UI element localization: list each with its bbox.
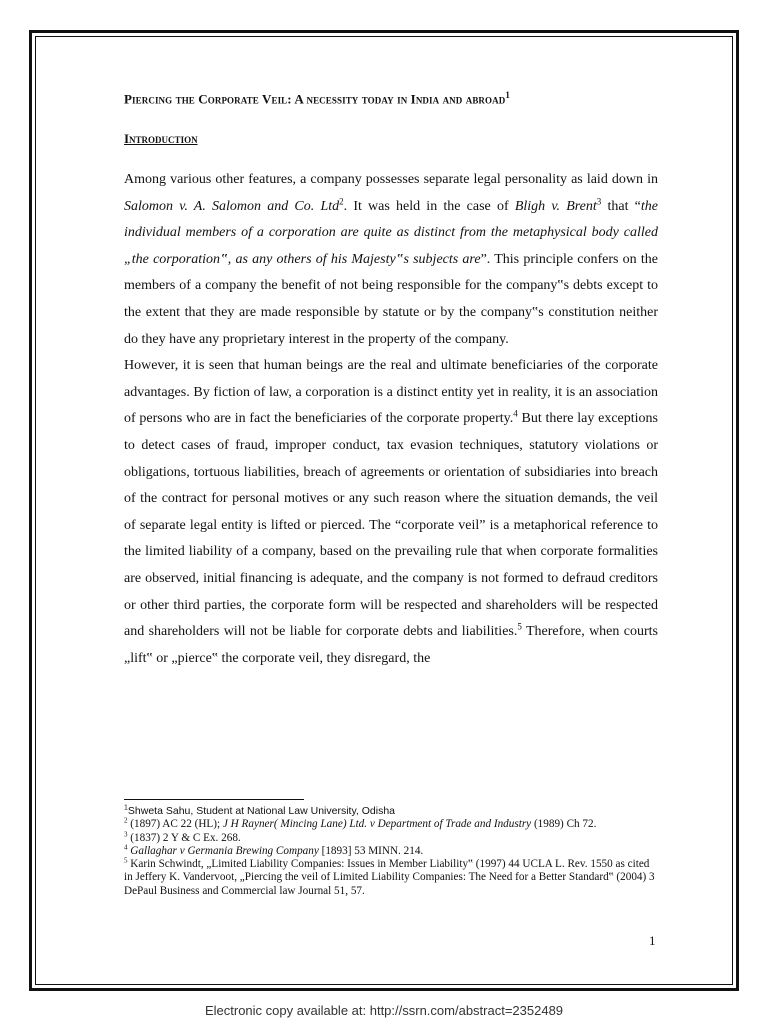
p1-text-1: Among various other features, a company possesses separate legal personality as laid down in — [124, 172, 658, 187]
footnotes — [124, 805, 658, 898]
footnote-2 — [124, 818, 658, 831]
footnote-2-case: J H Rayner( Mincing Lane) Ltd. v Department of Trade and Industry — [222, 818, 532, 831]
footnote-ref-3[interactable]: 3 — [596, 195, 602, 206]
case-bligh: Bligh v. Brent — [514, 198, 597, 214]
footnote-2-number: 2 — [124, 816, 128, 825]
p1-text-4: ”. This principle confers on the members of a company the benefit of not being responsible for the company‟s debts except to the extent that they are made responsible by statute or by the company‟s constitution neither do they have any proprietary interest in the property of the company. — [124, 251, 658, 347]
footnote-4-case: Gallaghar v Germania Brewing Company — [127, 844, 319, 857]
footnote-ref-5[interactable]: 5 — [517, 621, 522, 632]
footnote-separator — [124, 799, 304, 800]
p2-text-2: But there lay exceptions to detect cases of fraud, improper conduct, tax evasion techniques, statutory violations or obligations, tortuous liabilities, breach of agreements or orientation of subsidiaries into breach of the contract for personal motives or any such reason where the situation demands, the veil of separate legal entity is lifted or pierced. The “corporate veil” is a metaphorical reference to the limited liability of a company, based on the prevailing rule that when corporate formalities are observed, initial financing is adequate, and the company is not formed to defraud creditors or other third parties, the corporate form will be respected and shareholders will be respected and shareholders will not be liable for corporate debts and liabilities. — [124, 411, 658, 640]
paragraph-1 — [124, 167, 658, 353]
footnote-5-number: 5 — [124, 856, 128, 865]
footnote-1-number: 1 — [124, 804, 128, 812]
footnote-4-number: 4 — [124, 843, 128, 852]
footnote-2-text-2: (1989) Ch 72. — [531, 818, 597, 831]
footnote-1-text: Shweta Sahu, Student at National Law University, Odisha — [127, 805, 396, 817]
p1-text-2: . It was held in the case of — [343, 198, 515, 214]
paper-title-text: Piercing the Corporate Veil: A necessity today in India and abroad — [124, 91, 506, 107]
footnote-2-text-1: (1897) AC 22 (HL); — [127, 818, 223, 831]
footnote-3-number: 3 — [124, 829, 128, 838]
footnote-4 — [124, 845, 658, 858]
paper-title — [124, 90, 664, 107]
paragraph-2 — [124, 353, 658, 672]
body-text — [124, 167, 658, 672]
footnote-1 — [124, 805, 658, 818]
footnote-5-text: Karin Schwindt, „Limited Liability Companies: Issues in Member Liability‟ (1997) 44 UCLA L. Rev. 1550 as cited in Jeffery K. Vandervoot, „Piercing the veil of Limited Liability Companies: The Need for a Better Standard‟ (2004) 3 DePaul Business and Commercial law Journal 51, 57. — [124, 858, 655, 897]
title-footnote-ref[interactable]: 1 — [505, 90, 510, 100]
footnote-ref-2[interactable]: 2 — [339, 195, 344, 206]
p2-text-1: However, it is seen that human beings are the real and ultimate beneficiaries of the corporate advantages. By fiction of law, a corporation is a distinct entity yet in reality, it is an association of persons who are in fact the beneficiaries of the corporate property. — [124, 358, 658, 427]
footnote-5 — [124, 858, 658, 898]
footnote-3-text: (1837) 2 Y & C Ex. 268. — [127, 831, 241, 844]
p1-quote: the individual members of a corporation are quite as distinct from the metaphysical body called „the corporation‟, as any others of his Majesty‟s subjects are — [124, 198, 658, 267]
section-heading-introduction: Introduction — [124, 131, 198, 146]
case-salomon: Salomon v. A. Salomon and Co. Ltd — [124, 198, 340, 214]
footnote-4-text: [1893] 53 MINN. 214. — [318, 844, 424, 857]
page-number: 1 — [649, 933, 656, 948]
ssrn-footer[interactable]: Electronic copy available at: http://ssrn.com/abstract=2352489 — [204, 1003, 564, 1018]
p2-text-3: Therefore, when courts „lift‟ or „pierce‟ the corporate veil, they disregard, the — [124, 624, 659, 666]
p1-text-3: that “ — [601, 198, 641, 214]
footnote-3 — [124, 829, 658, 845]
footnote-ref-4[interactable]: 4 — [513, 408, 518, 419]
